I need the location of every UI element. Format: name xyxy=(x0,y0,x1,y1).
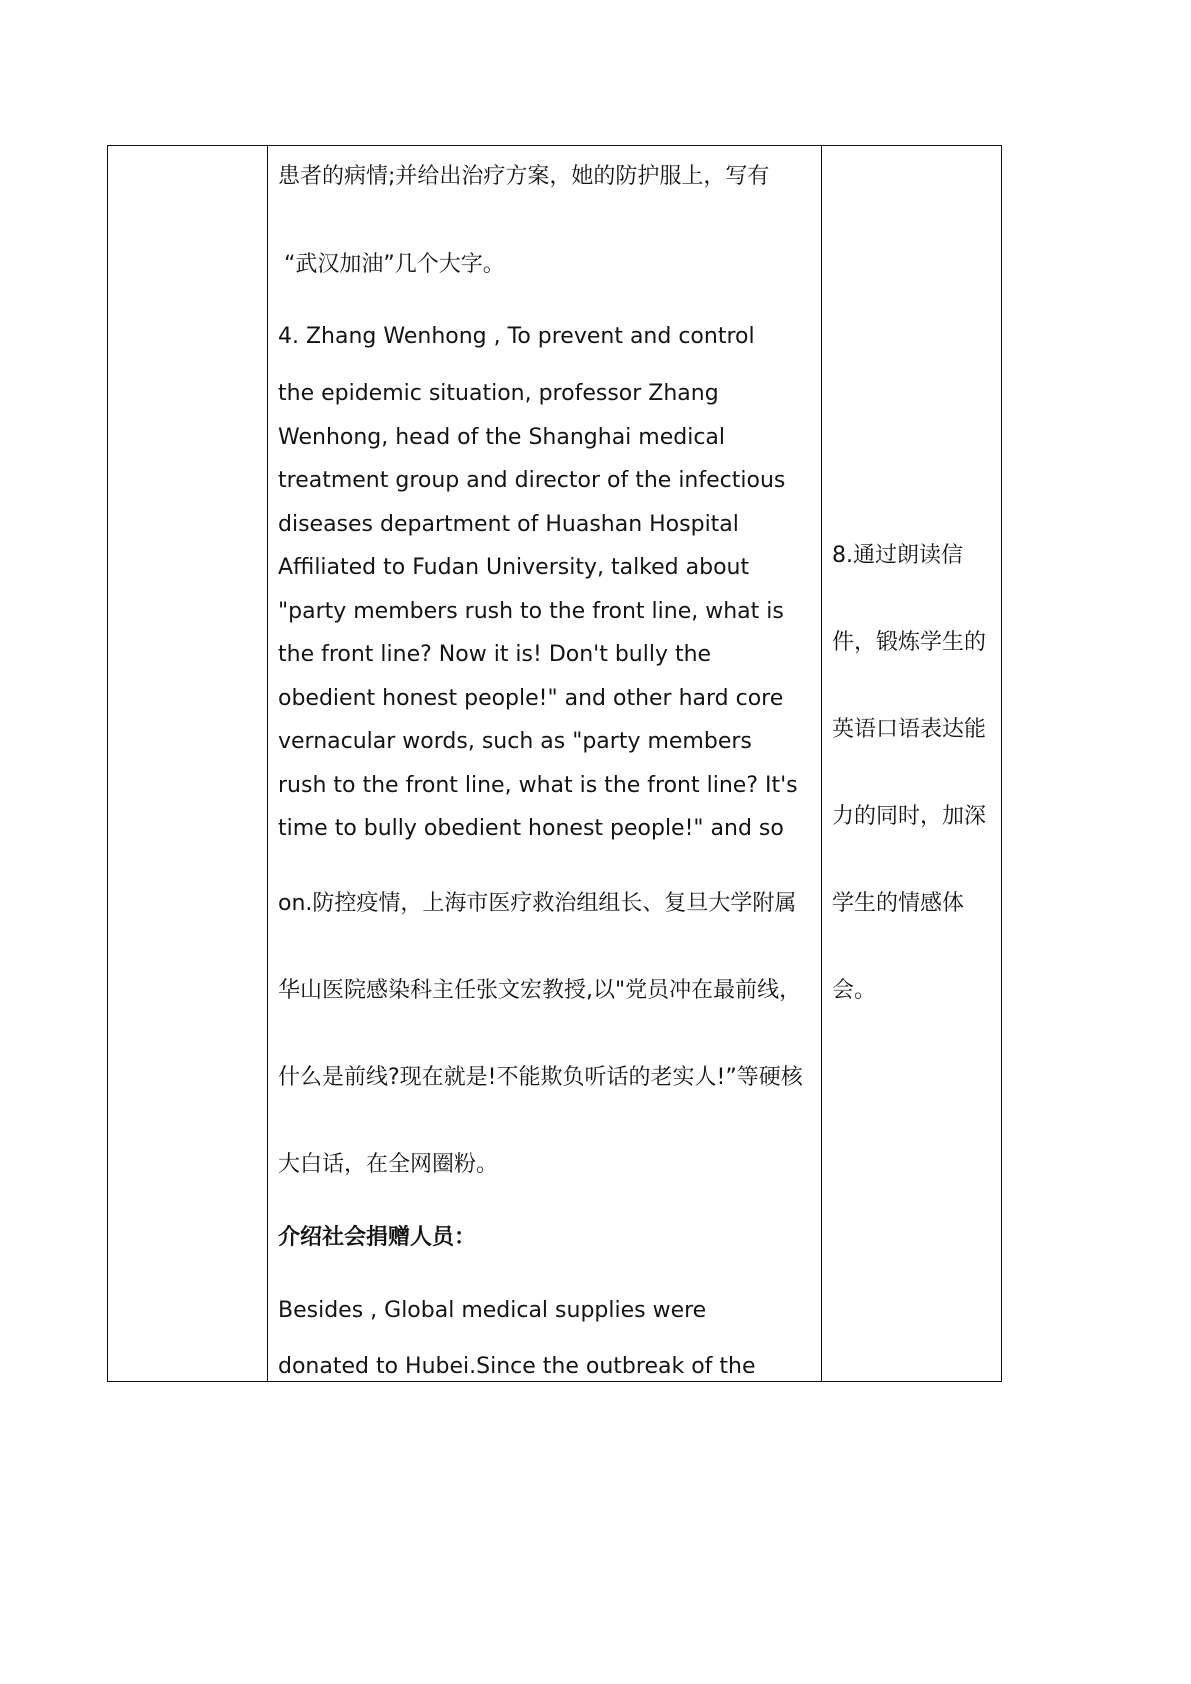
text-line: the front line? Now it is! Don't bully the xyxy=(278,642,712,667)
text-line: rush to the front line, what is the front line? It's xyxy=(278,773,798,798)
text-line: “武汉加油”几个大字。 xyxy=(284,252,505,277)
text-line: donated to Hubei.Since the outbreak of the xyxy=(278,1354,756,1379)
text-line: 4. Zhang Wenhong , To prevent and control xyxy=(278,324,755,349)
table-cell-right xyxy=(822,146,1002,1381)
text-line: Besides , Global medical supplies were xyxy=(278,1298,707,1323)
table-cell-middle xyxy=(268,146,822,1381)
text-line: vernacular words, such as "party members xyxy=(278,729,752,754)
text-line: 英语口语表达能 xyxy=(832,717,987,742)
text-line: the epidemic situation, professor Zhang xyxy=(278,381,719,406)
text-line: 患者的病情;并给出治疗方案，她的防护服上，写有 xyxy=(278,164,770,189)
section-heading: 介绍社会捐赠人员： xyxy=(278,1225,477,1250)
text-line: diseases department of Huashan Hospital xyxy=(278,512,739,537)
text-line: Affiliated to Fudan University, talked about xyxy=(278,555,750,580)
text-line: time to bully obedient honest people!" and so xyxy=(278,816,784,841)
text-line: 什么是前线?现在就是!不能欺负听话的老实人!”等硬核 xyxy=(278,1065,803,1090)
table-cell-left xyxy=(108,146,268,1381)
text-line: "party members rush to the front line, what is xyxy=(278,599,784,624)
text-line: 8.通过朗读信 xyxy=(832,543,963,568)
text-line: 华山医院感染科主任张文宏教授,以"党员冲在最前线， xyxy=(278,978,802,1003)
text-line: on.防控疫情，上海市医疗救治组组长、复旦大学附属 xyxy=(278,891,797,916)
text-line: treatment group and director of the infectious xyxy=(278,468,786,493)
text-line: 学生的情感体 xyxy=(832,891,965,916)
text-line: 力的同时，加深 xyxy=(832,804,987,829)
text-line: 大白话，在全网圈粉。 xyxy=(278,1152,499,1177)
text-line: 件，锻炼学生的 xyxy=(832,630,987,655)
table xyxy=(107,145,1002,1382)
text-line: obedient honest people!" and other hard core xyxy=(278,686,784,711)
text-line: Wenhong, head of the Shanghai medical xyxy=(278,425,726,450)
text-line: 会。 xyxy=(832,978,877,1003)
